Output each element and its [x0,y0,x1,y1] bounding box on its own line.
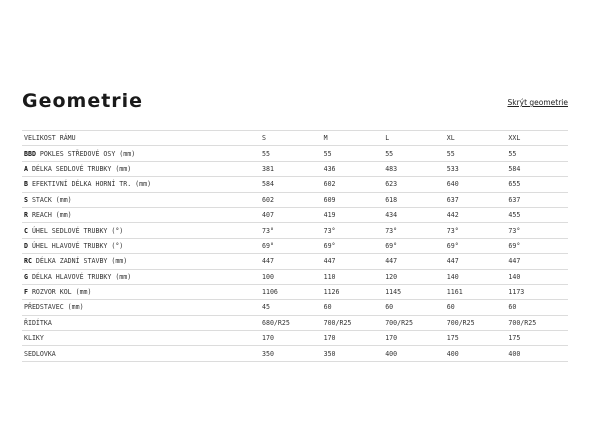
table-cell: 447 [506,254,568,269]
table-cell: 140 [506,269,568,284]
table-cell: 110 [322,269,384,284]
table-row [22,269,568,284]
row-label: S STACK (mm) [22,192,260,207]
table-cell: 60 [322,300,384,315]
table-cell: 700/R25 [506,315,568,330]
table-cell: 609 [322,192,384,207]
table-cell: 73° [383,223,445,238]
table-cell: 447 [445,254,507,269]
table-cell: 584 [506,161,568,176]
table-cell: 60 [506,300,568,315]
table-cell: 60 [383,300,445,315]
table-cell: 618 [383,192,445,207]
table-header-row [22,131,568,146]
table-cell: 442 [445,207,507,222]
table-cell: 602 [260,192,322,207]
table-cell: 1106 [260,284,322,299]
row-label: BBD POKLES STŘEDOVÉ OSY (mm) [22,146,260,161]
header-size-xl: XL [445,131,507,146]
header-size-l: L [383,131,445,146]
table-cell: 400 [383,346,445,361]
header-size-m: M [322,131,384,146]
table-cell: 55 [506,146,568,161]
table-cell: 73° [445,223,507,238]
table-cell: 483 [383,161,445,176]
table-cell: 60 [445,300,507,315]
table-row [22,346,568,361]
row-code: RC [24,257,32,266]
table-cell: 140 [445,269,507,284]
table-cell: 69° [445,238,507,253]
row-code: G [24,272,28,281]
table-cell: 447 [322,254,384,269]
table-cell: 700/R25 [322,315,384,330]
table-cell: 700/R25 [383,315,445,330]
table-cell: 700/R25 [445,315,507,330]
table-cell: 584 [260,177,322,192]
table-cell: 73° [322,223,384,238]
table-cell: 350 [322,346,384,361]
row-label: ŘIDÍTKA [22,315,260,330]
table-row [22,161,568,176]
table-cell: 69° [260,238,322,253]
table-cell: 623 [383,177,445,192]
row-label: PŘEDSTAVEC (mm) [22,300,260,315]
row-label: C ÚHEL SEDLOVÉ TRUBKY (°) [22,223,260,238]
row-label: B EFEKTIVNÍ DÉLKA HORNÍ TR. (mm) [22,177,260,192]
table-cell: 455 [506,207,568,222]
table-cell: 120 [383,269,445,284]
table-cell: 73° [260,223,322,238]
row-label: A DÉLKA SEDLOVÉ TRUBKY (mm) [22,161,260,176]
row-code: C [24,226,28,235]
table-row [22,192,568,207]
table-cell: 407 [260,207,322,222]
table-cell: 680/R25 [260,315,322,330]
table-cell: 69° [506,238,568,253]
table-cell: 400 [445,346,507,361]
table-row [22,207,568,222]
row-label: D ÚHEL HLAVOVÉ TRUBKY (°) [22,238,260,253]
row-label: F ROZVOR KOL (mm) [22,284,260,299]
table-row [22,315,568,330]
table-cell: 170 [322,331,384,346]
table-row [22,238,568,253]
row-label: KLIKY [22,331,260,346]
hide-geometry-link[interactable]: Skrýt geometrie [507,98,568,107]
table-cell: 640 [445,177,507,192]
table-cell: 350 [260,346,322,361]
header-frame-size: VELIKOST RÁMU [22,131,260,146]
table-cell: 100 [260,269,322,284]
row-label: SEDLOVKA [22,346,260,361]
row-code: BBD [24,149,36,158]
table-row [22,254,568,269]
table-cell: 381 [260,161,322,176]
table-cell: 170 [383,331,445,346]
table-cell: 45 [260,300,322,315]
table-cell: 436 [322,161,384,176]
table-cell: 55 [260,146,322,161]
table-cell: 170 [260,331,322,346]
row-label: G DÉLKA HLAVOVÉ TRUBKY (mm) [22,269,260,284]
table-cell: 447 [260,254,322,269]
table-cell: 55 [445,146,507,161]
row-label: R REACH (mm) [22,207,260,222]
table-row [22,300,568,315]
geometry-table [22,130,568,362]
table-row [22,284,568,299]
row-code: S [24,195,28,204]
table-cell: 533 [445,161,507,176]
table-cell: 55 [322,146,384,161]
row-code: F [24,288,28,297]
table-cell: 400 [506,346,568,361]
table-cell: 1145 [383,284,445,299]
table-cell: 655 [506,177,568,192]
table-cell: 175 [445,331,507,346]
header-size-xxl: XXL [506,131,568,146]
table-cell: 1161 [445,284,507,299]
table-cell: 434 [383,207,445,222]
table-cell: 73° [506,223,568,238]
header-size-s: S [260,131,322,146]
table-cell: 447 [383,254,445,269]
table-cell: 69° [383,238,445,253]
table-cell: 602 [322,177,384,192]
table-cell: 175 [506,331,568,346]
row-code: R [24,211,28,220]
table-row [22,177,568,192]
table-row [22,331,568,346]
table-cell: 1173 [506,284,568,299]
table-cell: 419 [322,207,384,222]
row-label: RC DÉLKA ZADNÍ STAVBY (mm) [22,254,260,269]
table-cell: 637 [506,192,568,207]
row-code: A [24,164,28,173]
table-row [22,223,568,238]
table-cell: 55 [383,146,445,161]
section-title: Geometrie [22,90,144,112]
row-code: D [24,241,28,250]
table-cell: 637 [445,192,507,207]
table-cell: 69° [322,238,384,253]
row-code: B [24,180,28,189]
table-row [22,146,568,161]
table-cell: 1126 [322,284,384,299]
